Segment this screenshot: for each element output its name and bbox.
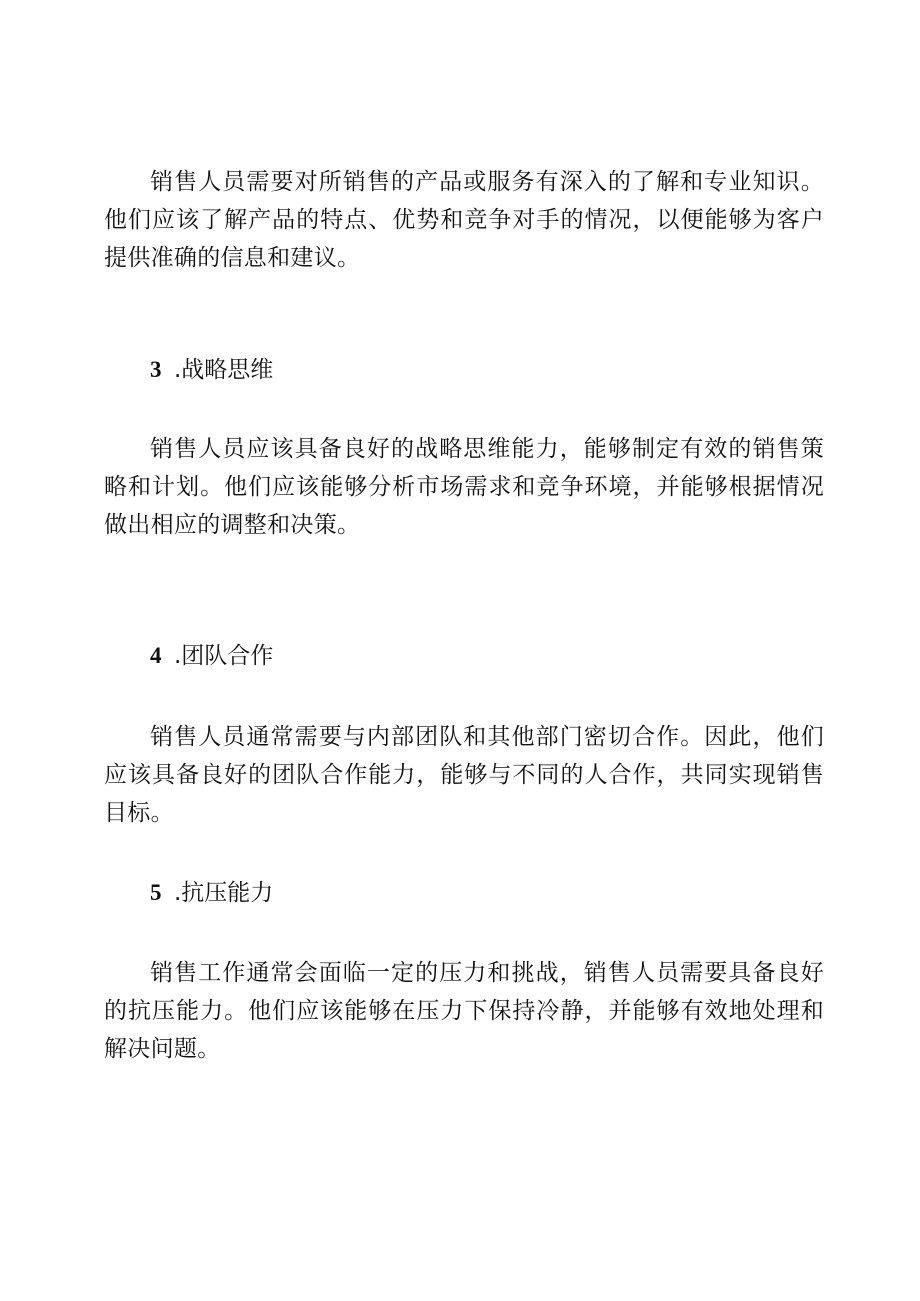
paragraph-product-knowledge: 销售人员需要对所销售的产品或服务有深入的了解和专业知识。他们应该了解产品的特点、优势和竞争对手的情况，以便能够为客户提供准确的信息和建议。 <box>104 169 824 271</box>
section-number: 5 <box>150 880 162 905</box>
paragraph-teamwork: 销售人员通常需要与内部团队和其他部门密切合作。因此，他们应该具备良好的团队合作能力，能够与不同的人合作，共同实现销售目标。 <box>104 724 824 826</box>
section-heading-stress-resistance <box>150 878 273 908</box>
paragraph-stress-resistance: 销售工作通常会面临一定的压力和挑战，销售人员需要具备良好的抗压能力。他们应该能够在压力下保持冷静，并能够有效地处理和解决问题。 <box>104 960 824 1062</box>
paragraph-strategic-thinking: 销售人员应该具备良好的战略思维能力，能够制定有效的销售策略和计划。他们应该能够分析市场需求和竞争环境，并能够根据情况做出相应的调整和决策。 <box>104 436 824 538</box>
section-title: .战略思维 <box>174 357 274 383</box>
section-title: .抗压能力 <box>174 880 274 906</box>
section-heading-strategic-thinking <box>150 355 273 385</box>
section-number: 3 <box>150 357 162 382</box>
section-heading-teamwork <box>150 641 273 671</box>
section-number: 4 <box>150 643 162 668</box>
section-title: .团队合作 <box>174 643 274 669</box>
